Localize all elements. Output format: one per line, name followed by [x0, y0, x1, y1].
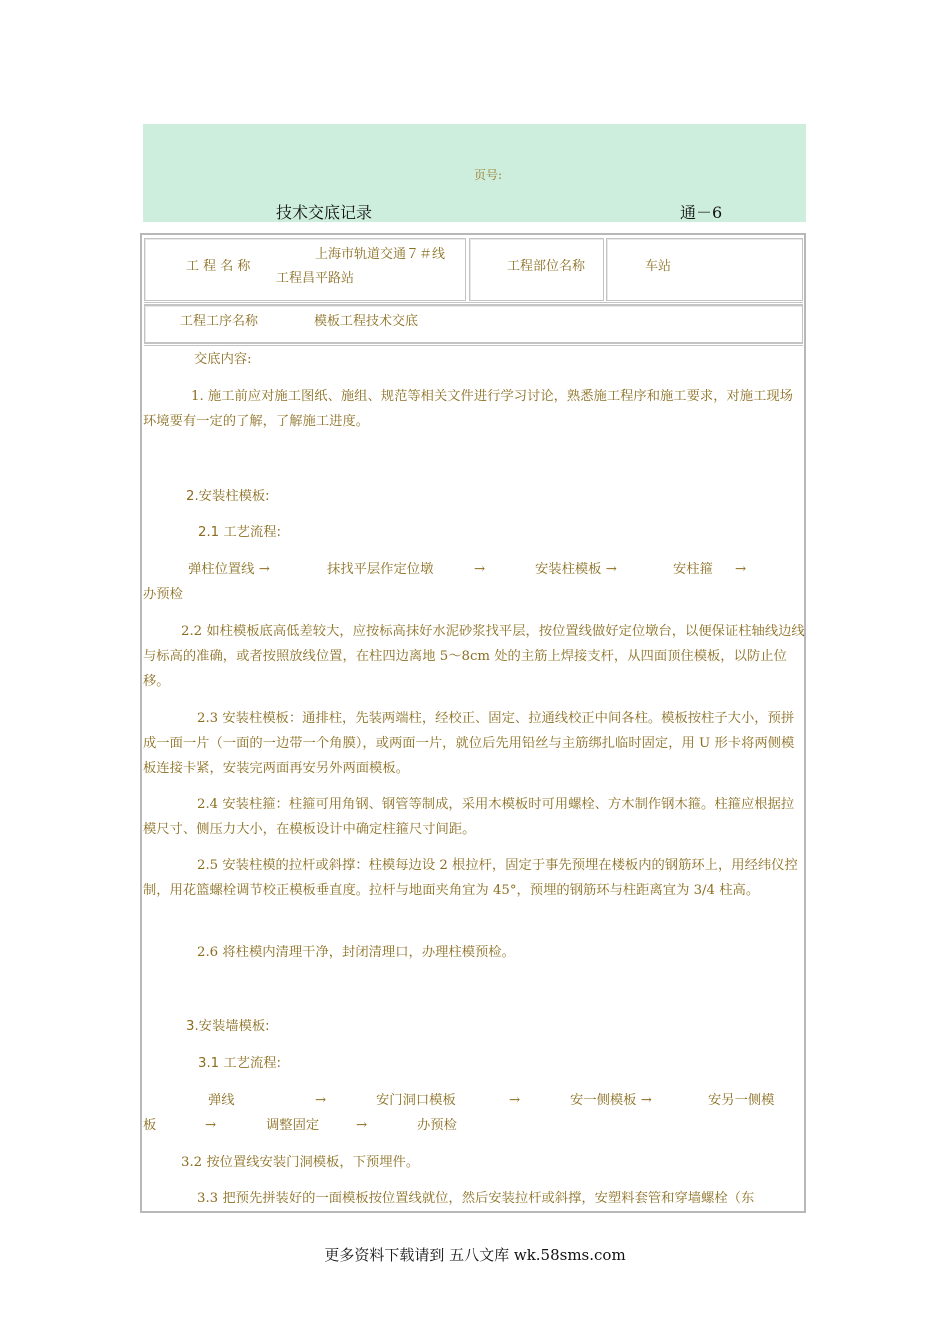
paragraph-2-6: 2.6 将柱模内清理干净，封闭清理口，办理柱模预检。	[197, 945, 515, 960]
document-code: 通－6	[680, 203, 723, 222]
header-band	[143, 124, 806, 222]
part-label: 工程部位名称	[507, 259, 586, 274]
paragraph-3-3: 3.3 把预先拼装好的一面模板按位置线就位，然后安装拉杆或斜撑，安塑料套管和穿墙螺栓（东	[197, 1191, 755, 1206]
flow-arrow: →	[356, 1118, 368, 1133]
flow-arrow: →	[315, 1093, 327, 1108]
paragraph-2-4: 2.4 安装柱箍：柱箍可用角钢、钢管等制成，采用木模板时可用螺栓、方木制作钢木箍。柱箍应根据拉模尺寸、侧压力大小，在模板设计中确定柱箍尺寸间距。	[143, 797, 795, 837]
flow-step: 弹线	[208, 1093, 235, 1108]
flow-step: 安门洞口模板	[376, 1093, 456, 1108]
process-label: 工程工序名称	[180, 314, 259, 329]
paragraph-3-2: 3.2 按位置线安装门洞模板，下预埋件。	[181, 1155, 420, 1170]
process-value: 模板工程技术交底	[314, 314, 419, 329]
part-value: 车站	[645, 259, 672, 274]
flow-step: 安柱箍	[673, 562, 713, 577]
flow-step: 办预检	[143, 587, 183, 602]
flow-arrow: →	[509, 1093, 521, 1108]
section-3-1-heading: 3.1 工艺流程:	[198, 1056, 282, 1071]
flow-step: 办预检	[417, 1118, 457, 1133]
paragraph-2-5: 2.5 安装柱模的拉杆或斜撑：柱模每边设 2 根拉杆，固定于事先预埋在楼板内的钢筋环上，用经纬仪控制，用花篮螺栓调节校正模板垂直度。拉杆与地面夹角宜为 45°，预埋的钢筋环与柱距离宜为 3/4 柱高。	[143, 858, 798, 898]
project-name-value-line1: 上海市轨道交通７＃线	[315, 247, 446, 262]
divider	[144, 343, 803, 346]
flow-step: 弹柱位置线 →	[188, 562, 270, 577]
paragraph-2-3: 2.3 安装柱模板：通排柱，先装两端柱，经校正、固定、拉通线校正中间各柱。模板按柱子大小，预拼成一面一片（一面的一边带一个角膜），或两面一片，就位后先用铅丝与主筋绑扎临时固定，用 U 形卡将两侧模板连接卡紧，安装完两面再安另外两面模板。	[143, 711, 795, 776]
document-title: 技术交底记录	[276, 203, 373, 222]
paragraph-2-2: 2.2 如柱模板底高低差较大，应按标高抹好水泥砂浆找平层，按位置线做好定位墩台，以便保证柱轴线边线与标高的准确，或者按照放线位置，在柱四边离地 5～8cm 处的主筋上焊接支杆，从四面顶住模板，以防止位移。	[143, 624, 805, 689]
flow-arrow: →	[205, 1118, 217, 1133]
content-intro: 交底内容:	[194, 352, 252, 367]
section-3-heading: 3.安装墙模板:	[186, 1019, 270, 1034]
paragraph-1: 1. 施工前应对施工图纸、施组、规范等相关文件进行学习讨论，熟悉施工程序和施工要求，对施工现场环境要有一定的了解，了解施工进度。	[143, 389, 793, 429]
flow-step: 板	[143, 1118, 157, 1133]
project-name-label: 工 程 名 称	[186, 259, 251, 274]
part-value-cell	[606, 238, 803, 301]
flow-step: 调整固定	[266, 1118, 320, 1133]
section-2-1-heading: 2.1 工艺流程:	[198, 525, 282, 540]
flow-step: 抹找平层作定位墩	[327, 562, 434, 577]
flow-step: 安装柱模板 →	[535, 562, 617, 577]
project-name-value-line2: 工程昌平路站	[276, 271, 355, 286]
section-2-heading: 2.安装柱模板:	[186, 489, 270, 504]
page-number-label: 页号:	[474, 168, 503, 182]
footer-text: 更多资料下载请到 五八文库 wk.58sms.com	[324, 1246, 626, 1264]
flow-step: 安一侧模板 →	[570, 1093, 652, 1108]
flow-step: 安另一侧模	[708, 1093, 775, 1108]
flow-arrow: →	[735, 562, 747, 577]
flow-arrow: →	[474, 562, 486, 577]
